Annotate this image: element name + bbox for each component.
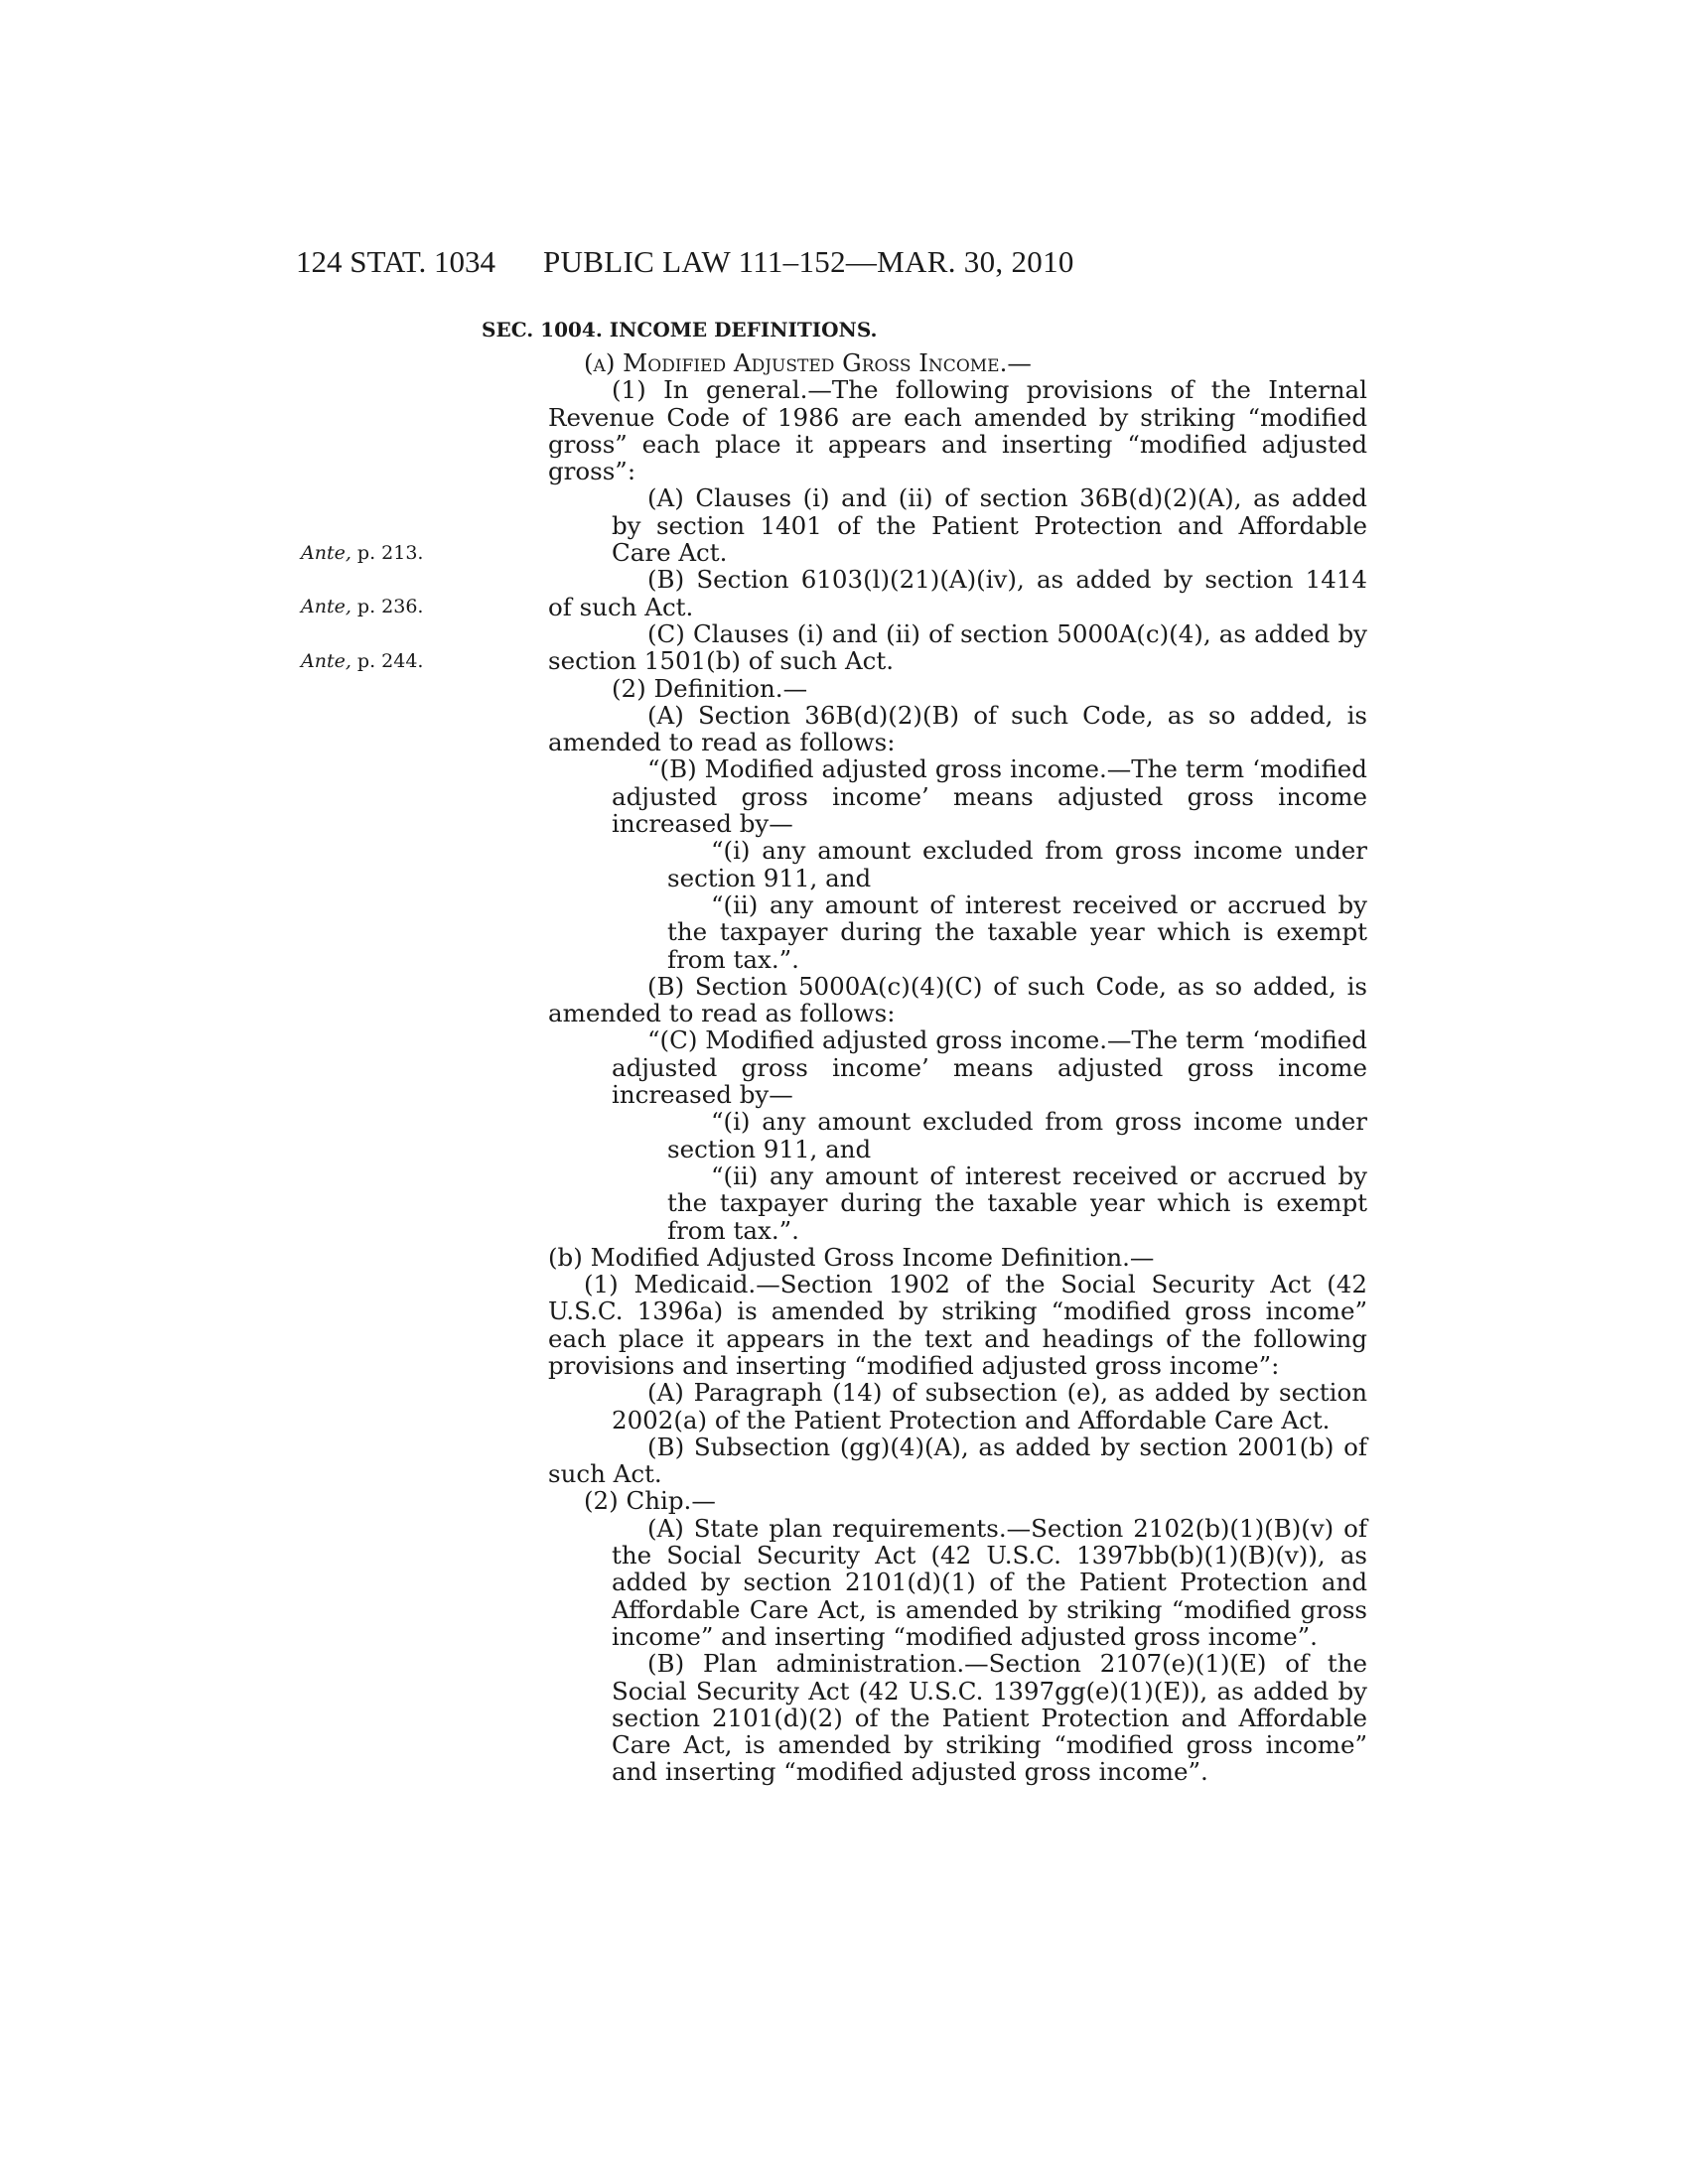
quoted-subparagraph-B: “(B) Modified adjusted gross income.—The term ‘modified adjusted gross income’ means adjusted gross income increased by— — [612, 754, 1367, 839]
quoted-subparagraph-C: “(C) Modified adjusted gross income.—The term ‘modified adjusted gross income’ means adjusted gross income increased by— — [612, 1025, 1367, 1110]
subparagraph-a1B: (B) Section 6103(l)(21)(A)(iv), as added by section 1414 of such Act. — [548, 565, 1367, 621]
section-body — [548, 349, 1367, 1786]
subparagraph-b2A: (A) State plan requirements.—Section 2102(b)(1)(B)(v) of the Social Security Act (42 U.S.C. 1397bb(b)(1)(B)(v)), as added by section 2101(d)(1) of the Patient Protection and Affordable Care Act, is amended by striking “modified gross income” and inserting “modified adjusted gross income”. — [612, 1513, 1367, 1651]
subparagraph-b2B: (B) Plan administration.—Section 2107(e)(1)(E) of the Social Security Act (42 U.S.C. 1397gg(e)(1)(E)), as added by section 2101(d)(2) of the Patient Protection and Affordable Care Act, is amended by striking “modified gross income” and inserting “modified adjusted gross income”. — [612, 1649, 1367, 1787]
section-heading: SEC. 1004. INCOME DEFINITIONS. — [482, 318, 878, 341]
paragraph-b1: (1) Medicaid.—Section 1902 of the Social Security Act (42 U.S.C. 1396a) is amended by striking “modified gross income” each place it appears in the text and headings of the following provisions and inserting “modified adjusted gross income”: — [548, 1270, 1367, 1380]
subparagraph-a2B: (B) Section 5000A(c)(4)(C) of such Code, as so added, is amended to read as follows: — [548, 971, 1367, 1028]
paragraph-a1: (1) In general.—The following provisions of the Internal Revenue Code of 1986 are each amended by striking “modified gross” each place it appears and inserting “modified adjusted gross”: — [548, 375, 1367, 486]
subsection-b-heading: (b) Modified Adjusted Gross Income Definition.— — [548, 1242, 1155, 1272]
quoted-clause-ii: “(ii) any amount of interest received or accrued by the taxpayer during the taxable year which is exempt from tax.”. — [667, 1160, 1367, 1245]
margin-note: Ante, p. 244. — [301, 650, 424, 672]
quoted-clause-i: “(i) any amount excluded from gross income under section 911, and — [667, 836, 1367, 892]
subparagraph-a1C: (C) Clauses (i) and (ii) of section 5000A(c)(4), as added by section 1501(b) of such Act. — [548, 618, 1367, 676]
quoted-clause-ii: “(ii) any amount of interest received or accrued by the taxpayer during the taxable year which is exempt from tax.”. — [667, 889, 1367, 974]
statute-page-number: 124 STAT. 1034 — [296, 244, 496, 279]
margin-note: Ante, p. 213. — [301, 542, 424, 564]
subparagraph-b1B: (B) Subsection (gg)(4)(A), as added by section 2001(b) of such Act. — [548, 1432, 1367, 1489]
law-title: PUBLIC LAW 111–152—MAR. 30, 2010 — [543, 244, 1074, 279]
subparagraph-a2A: (A) Section 36B(d)(2)(B) of such Code, as so added, is amended to read as follows: — [548, 700, 1367, 757]
subparagraph-b1A: (A) Paragraph (14) of subsection (e), as added by section 2002(a) of the Patient Protection and Affordable Care Act. — [612, 1378, 1367, 1434]
margin-note: Ante, p. 236. — [301, 596, 424, 617]
paragraph-b2: (2) Chip.— — [584, 1486, 716, 1516]
subsection-a-heading: (a) Modified Adjusted Gross Income.— — [584, 348, 1032, 377]
paragraph-a2: (2) Definition.— — [612, 673, 808, 703]
quoted-clause-i: “(i) any amount excluded from gross income under section 911, and — [667, 1107, 1367, 1163]
subparagraph-a1A: (A) Clauses (i) and (ii) of section 36B(d)(2)(A), as added by section 1401 of the Patient Protection and Affordable Care Act. — [612, 483, 1367, 568]
